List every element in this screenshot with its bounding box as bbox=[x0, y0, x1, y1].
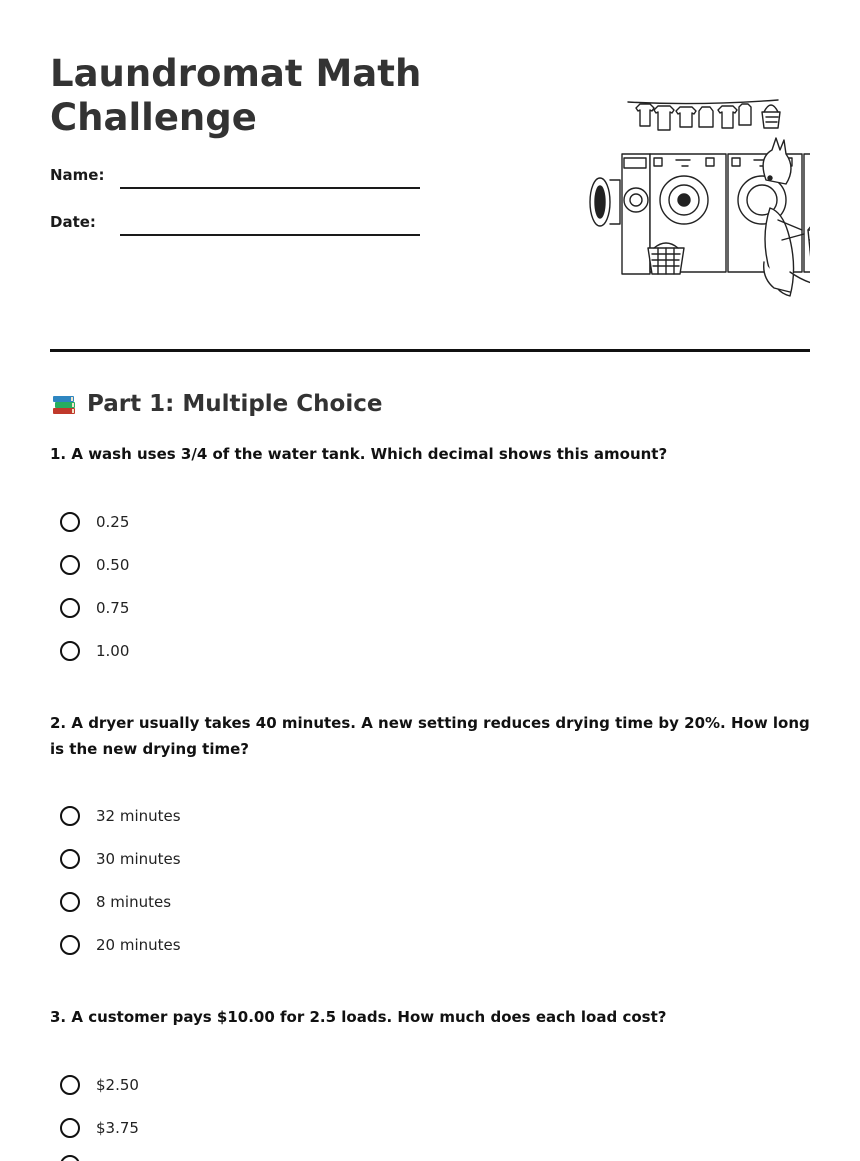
radio-button[interactable] bbox=[60, 1118, 80, 1138]
radio-button[interactable] bbox=[60, 892, 80, 912]
name-field[interactable] bbox=[50, 164, 420, 190]
option-label: $3.75 bbox=[96, 1119, 139, 1137]
option-label: 0.75 bbox=[96, 599, 130, 617]
worksheet-header bbox=[50, 0, 810, 417]
radio-button[interactable] bbox=[60, 555, 80, 575]
header-divider bbox=[50, 349, 810, 352]
question-text: 1. A wash uses 3/4 of the water tank. Which decimal shows this amount? bbox=[50, 445, 668, 463]
laundromat-kangaroo-illustration bbox=[538, 90, 810, 315]
worksheet-page bbox=[50, 0, 810, 1137]
q3-option-2[interactable] bbox=[60, 1115, 139, 1141]
option-label: 0.50 bbox=[96, 556, 130, 574]
radio-button[interactable] bbox=[60, 1155, 80, 1161]
section-heading bbox=[50, 388, 382, 420]
radio-button[interactable] bbox=[60, 512, 80, 532]
question-1 bbox=[50, 441, 810, 467]
books-icon bbox=[50, 390, 78, 418]
question-3 bbox=[50, 1004, 810, 1030]
q1-option-2[interactable] bbox=[60, 552, 129, 578]
option-label: 20 minutes bbox=[96, 936, 181, 954]
radio-button[interactable] bbox=[60, 849, 80, 869]
name-line[interactable] bbox=[120, 187, 420, 189]
date-label: Date: bbox=[50, 213, 96, 231]
option-label: 8 minutes bbox=[96, 893, 172, 911]
q3-option-1[interactable] bbox=[60, 1072, 139, 1098]
clothesline-shirts bbox=[636, 104, 780, 130]
radio-button[interactable] bbox=[60, 641, 80, 661]
q2-option-3[interactable] bbox=[60, 889, 171, 915]
date-line[interactable] bbox=[120, 234, 420, 236]
page-title: Laundromat Math Challenge bbox=[50, 52, 422, 139]
section-title: Part 1: Multiple Choice bbox=[87, 391, 383, 417]
q1-option-4[interactable] bbox=[60, 638, 129, 664]
question-text: 2. A dryer usually takes 40 minutes. A new setting reduces drying time by 20%. How long is the new drying time? bbox=[50, 714, 810, 758]
q1-option-1[interactable] bbox=[60, 509, 129, 535]
name-label: Name: bbox=[50, 166, 105, 184]
radio-button[interactable] bbox=[60, 806, 80, 826]
q2-option-1[interactable] bbox=[60, 803, 181, 829]
option-label: $2.50 bbox=[96, 1076, 139, 1094]
option-label: 32 minutes bbox=[96, 807, 181, 825]
option-label: 30 minutes bbox=[96, 850, 181, 868]
radio-button[interactable] bbox=[60, 935, 80, 955]
q1-option-3[interactable] bbox=[60, 595, 129, 621]
q2-option-2[interactable] bbox=[60, 846, 181, 872]
radio-button[interactable] bbox=[60, 1075, 80, 1095]
q3-option-3-partial[interactable] bbox=[60, 1155, 80, 1161]
radio-button[interactable] bbox=[60, 598, 80, 618]
option-label: 0.25 bbox=[96, 513, 130, 531]
question-2 bbox=[50, 710, 810, 762]
option-label: 1.00 bbox=[96, 642, 130, 660]
question-text: 3. A customer pays $10.00 for 2.5 loads. How much does each load cost? bbox=[50, 1008, 667, 1026]
q2-option-4[interactable] bbox=[60, 932, 181, 958]
date-field[interactable] bbox=[50, 211, 420, 237]
